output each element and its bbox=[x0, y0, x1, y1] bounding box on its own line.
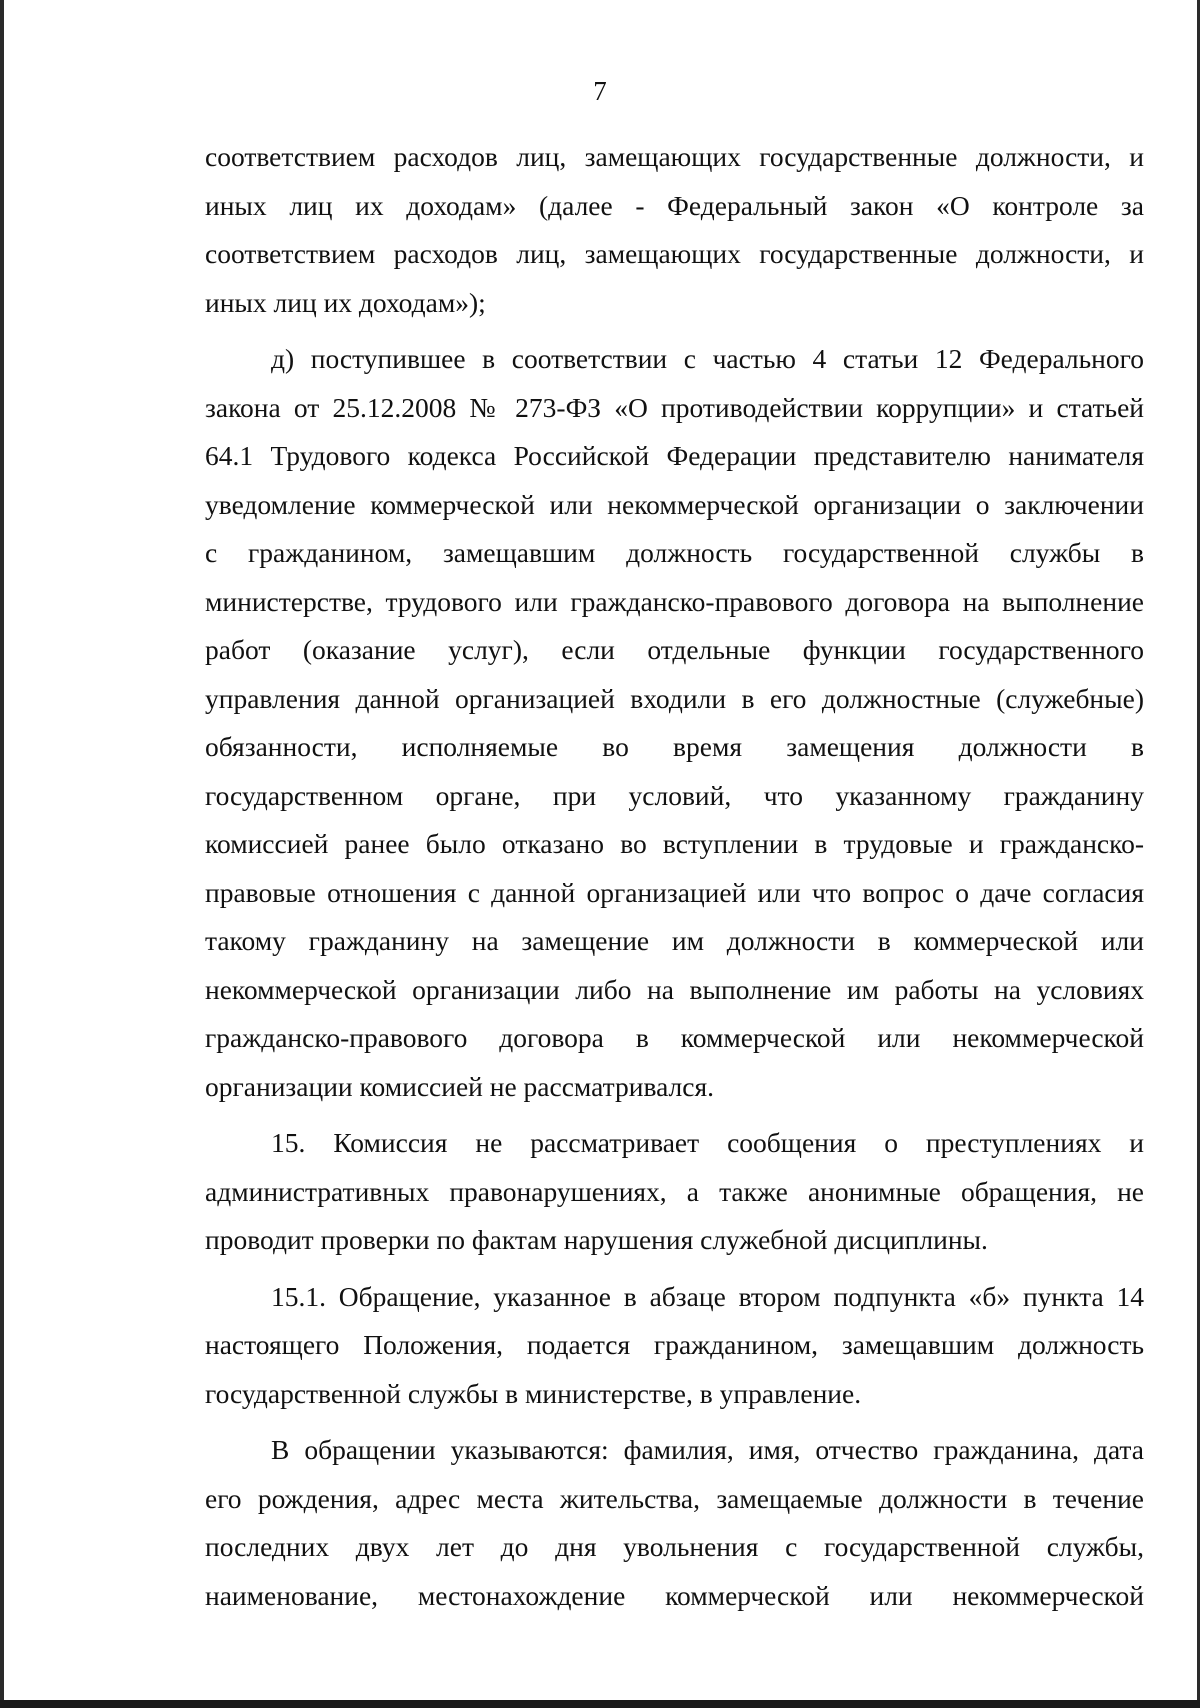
paragraph-item-15 bbox=[205, 1119, 1144, 1265]
text-line: уведомление коммерческой или некоммерческой организации о заключении bbox=[205, 488, 1144, 520]
text-line: комиссией ранее было отказано во вступлении в трудовые и гражданско- bbox=[205, 828, 1144, 859]
text-line: проводит проверки по фактам нарушения служебной дисциплины. bbox=[205, 1224, 988, 1255]
text-line: гражданско-правового договора в коммерческой или некоммерческой bbox=[205, 1022, 1144, 1053]
text-line: соответствием расходов лиц, замещающих государственные должности, и bbox=[205, 141, 1144, 172]
text-line: правовые отношения с данной организацией или что вопрос о даче согласия bbox=[205, 876, 1144, 908]
text-line: В обращении указываются: фамилия, имя, отчество гражданина, дата bbox=[271, 1434, 1144, 1465]
paragraph-item-d bbox=[205, 335, 1144, 1111]
text-line: административных правонарушениях, а также анонимные обращения, не bbox=[205, 1175, 1144, 1207]
text-line: закона от 25.12.2008 № 273-ФЗ «О противодействии коррупции» и статьей bbox=[205, 391, 1144, 423]
text-line: обязанности, исполняемые во время замещения должности в bbox=[205, 731, 1144, 762]
text-line: работ (оказание услуг), если отдельные функции государственного bbox=[205, 634, 1144, 665]
text-line: иных лиц их доходам» (далее - Федеральный закон «О контроле за bbox=[205, 189, 1144, 221]
scan-edge-left bbox=[0, 0, 4, 1708]
paragraph-continuation bbox=[205, 133, 1144, 327]
text-line: некоммерческой организации либо на выполнение им работы на условиях bbox=[205, 973, 1144, 1005]
scan-edge-bottom bbox=[0, 1700, 1200, 1708]
text-line: министерстве, трудового или гражданско-правового договора на выполнение bbox=[205, 585, 1144, 617]
text-line: настоящего Положения, подается гражданином, замещавшим должность bbox=[205, 1329, 1144, 1360]
text-line: наименование, местонахождение коммерческой или некоммерческой bbox=[205, 1579, 1144, 1611]
text-line: его рождения, адрес места жительства, замещаемые должности в течение bbox=[205, 1482, 1144, 1514]
text-line: управления данной организацией входили в его должностные (служебные) bbox=[205, 682, 1144, 714]
text-line: 15. Комиссия не рассматривает сообщения о преступлениях и bbox=[271, 1127, 1144, 1158]
text-line: 64.1 Трудового кодекса Российской Федерации представителю нанимателя bbox=[205, 440, 1144, 471]
text-line: д) поступившее в соответствии с частью 4 статьи 12 Федерального bbox=[271, 343, 1144, 374]
text-line: последних двух лет до дня увольнения с государственной службы, bbox=[205, 1531, 1144, 1562]
text-line: государственной службы в министерстве, в управление. bbox=[205, 1377, 862, 1409]
text-line: организации комиссией не рассматривался. bbox=[205, 1070, 714, 1102]
text-line: с гражданином, замещавшим должность государственной службы в bbox=[205, 537, 1144, 568]
paragraph-request-details bbox=[205, 1426, 1144, 1620]
document-body bbox=[205, 133, 1144, 1620]
page-number: 7 bbox=[593, 76, 607, 106]
text-line: такому гражданину на замещение им должности в коммерческой или bbox=[205, 925, 1144, 956]
text-line: 15.1. Обращение, указанное в абзаце втором подпункта «б» пункта 14 bbox=[271, 1280, 1144, 1312]
text-line: государственном органе, при условий, что указанному гражданину bbox=[205, 779, 1144, 811]
paragraph-item-15-1 bbox=[205, 1273, 1144, 1419]
text-line: соответствием расходов лиц, замещающих государственные должности, и bbox=[205, 238, 1144, 269]
text-line: иных лиц их доходам»); bbox=[205, 286, 486, 318]
